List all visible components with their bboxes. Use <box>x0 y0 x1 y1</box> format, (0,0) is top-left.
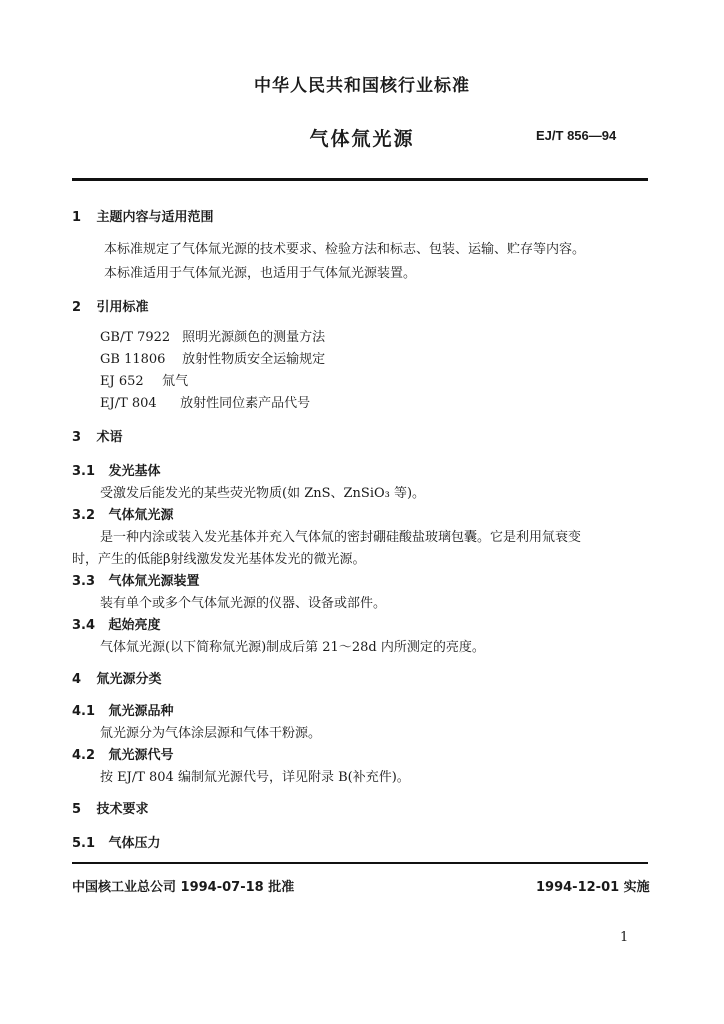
subsection-3-2-text-line-2: 时，产生的低能β射线激发发光基体发光的微光源。 <box>72 552 366 567</box>
footer-rule <box>72 862 648 864</box>
effective-date-line: 1994-12-01 实施 <box>536 880 650 895</box>
reference-code: EJ/T 804 <box>100 396 157 411</box>
standard-category: 中华人民共和国核行业标准 <box>254 76 470 96</box>
subsection-4-2-heading <box>72 744 174 763</box>
reference-item <box>100 348 325 367</box>
section-1-para-1: 本标准规定了气体氚光源的技术要求、检验方法和标志、包装、运输、贮存等内容。 <box>104 242 586 257</box>
reference-title: 氚气 <box>162 374 189 389</box>
page-number: 1 <box>620 930 629 945</box>
section-5-heading <box>72 798 149 817</box>
subsection-3-3-heading <box>72 570 200 589</box>
reference-code: EJ 652 <box>100 374 144 389</box>
section-number: 4 <box>72 672 82 687</box>
section-number: 1 <box>72 210 82 225</box>
subsection-3-4-heading <box>72 614 161 633</box>
document-title: 气体氚光源 <box>309 128 415 150</box>
subsection-number: 4.2 <box>72 748 96 763</box>
subsection-5-1-heading <box>72 832 161 851</box>
reference-item <box>100 326 325 345</box>
subsection-4-1-heading <box>72 700 174 719</box>
subsection-title: 氚光源品种 <box>108 704 174 719</box>
reference-item <box>100 370 188 389</box>
subsection-title: 气体压力 <box>108 836 161 851</box>
subsection-3-2-text-line-1: 是一种内涂或装入发光基体并充入气体氚的密封硼硅酸盐玻璃包囊。它是利用氚衰变 <box>100 530 582 545</box>
standard-code: EJ/T 856—94 <box>536 128 617 143</box>
subsection-3-2-heading <box>72 504 174 523</box>
subsection-title: 起始亮度 <box>108 618 161 633</box>
subsection-number: 3.3 <box>72 574 96 589</box>
section-1-para-2: 本标准适用于气体氚光源，也适用于气体氚光源装置。 <box>104 266 417 281</box>
section-number: 2 <box>72 300 82 315</box>
reference-code: GB 11806 <box>100 352 166 367</box>
subsection-title: 气体氚光源装置 <box>108 574 200 589</box>
reference-code: GB/T 7922 <box>100 330 171 345</box>
section-3-heading <box>72 426 123 445</box>
subsection-title: 氚光源代号 <box>108 748 174 763</box>
section-title: 术语 <box>96 430 123 445</box>
reference-title: 放射性物质安全运输规定 <box>182 352 326 367</box>
subsection-title: 气体氚光源 <box>108 508 174 523</box>
subsection-3-1-text: 受激发后能发光的某些荧光物质(如 ZnS、ZnSiO₃ 等)。 <box>100 486 426 501</box>
subsection-title: 发光基体 <box>108 464 161 479</box>
section-title: 主题内容与适用范围 <box>96 210 214 225</box>
section-title: 引用标准 <box>96 300 149 315</box>
subsection-number: 3.4 <box>72 618 96 633</box>
subsection-number: 5.1 <box>72 836 96 851</box>
subsection-3-4-text: 气体氚光源(以下简称氚光源)制成后第 21～28d 内所测定的亮度。 <box>100 640 485 655</box>
reference-title: 照明光源颜色的测量方法 <box>182 330 326 345</box>
subsection-3-1-heading <box>72 460 161 479</box>
approval-line: 中国核工业总公司 1994-07-18 批准 <box>72 880 295 895</box>
section-title: 氚光源分类 <box>96 672 162 687</box>
section-number: 3 <box>72 430 82 445</box>
subsection-number: 3.1 <box>72 464 96 479</box>
section-2-heading <box>72 296 149 315</box>
section-1-heading <box>72 206 214 225</box>
section-number: 5 <box>72 802 82 817</box>
subsection-number: 4.1 <box>72 704 96 719</box>
reference-title: 放射性同位素产品代号 <box>180 396 311 411</box>
subsection-number: 3.2 <box>72 508 96 523</box>
section-4-heading <box>72 668 162 687</box>
subsection-4-1-text: 氚光源分为气体涂层源和气体干粉源。 <box>100 726 322 741</box>
subsection-3-3-text: 装有单个或多个气体氚光源的仪器、设备或部件。 <box>100 596 387 611</box>
reference-item <box>100 392 310 411</box>
header-rule <box>72 178 648 181</box>
section-title: 技术要求 <box>96 802 149 817</box>
subsection-4-2-text: 按 EJ/T 804 编制氚光源代号，详见附录 B(补充件)。 <box>100 770 410 785</box>
